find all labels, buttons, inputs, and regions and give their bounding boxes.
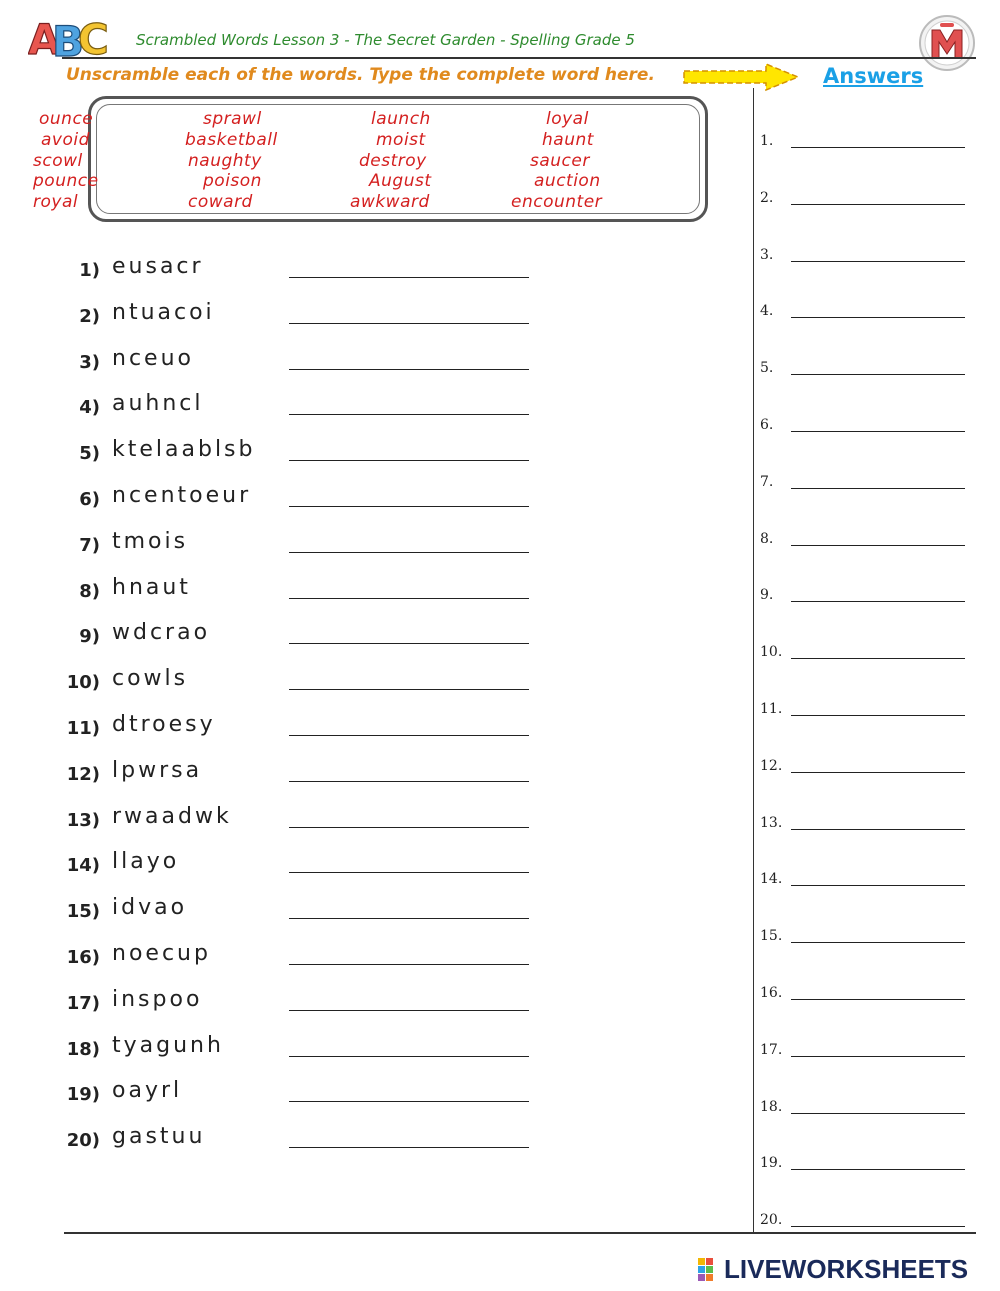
- question-row: [0, 666, 740, 712]
- question-number: 9): [79, 626, 100, 648]
- answer-row: [760, 871, 970, 901]
- header-divider: [62, 57, 976, 59]
- answer-number: 11.: [760, 701, 783, 717]
- answer-field[interactable]: [791, 317, 965, 318]
- worksheet-title: Scrambled Words Lesson 3 - The Secret Garden - Spelling Grade 5: [136, 31, 635, 49]
- scrambled-word: noecup: [112, 941, 211, 966]
- brand-blocks-icon: [698, 1258, 722, 1282]
- scrambled-word: ntuacoi: [112, 299, 215, 325]
- word-bank-item: coward: [188, 192, 253, 213]
- answer-input-line[interactable]: [289, 872, 529, 873]
- answer-row: [760, 1155, 970, 1185]
- answers-link[interactable]: Answers: [823, 64, 924, 88]
- arrow-right-icon: [682, 62, 802, 92]
- scrambled-word: llayo: [112, 849, 180, 875]
- answer-number: 7.: [760, 473, 774, 490]
- scrambled-word: tmois: [112, 528, 189, 554]
- question-number: 11): [66, 718, 100, 739]
- answer-field[interactable]: [791, 715, 965, 716]
- answers-column-divider: [753, 88, 754, 1233]
- answer-input-line[interactable]: [289, 827, 529, 828]
- answer-row: [760, 587, 970, 617]
- answer-number: 12.: [760, 757, 783, 774]
- answer-row: [760, 417, 970, 447]
- question-number: 2): [79, 305, 100, 327]
- answer-input-line[interactable]: [289, 598, 529, 599]
- answer-row: [760, 360, 970, 390]
- answer-number: 13.: [760, 814, 783, 831]
- question-number: 5): [79, 443, 100, 465]
- answer-input-line[interactable]: [289, 369, 529, 370]
- answer-input-line[interactable]: [289, 506, 529, 507]
- word-bank-item: royal: [33, 192, 79, 213]
- answer-number: 8.: [760, 530, 774, 547]
- word-bank-item: awkward: [350, 192, 430, 213]
- question-row: [0, 574, 740, 621]
- scrambled-word: eusacr: [112, 254, 204, 279]
- answer-input-line[interactable]: [289, 1147, 529, 1148]
- scrambled-word: inspoo: [112, 986, 203, 1012]
- answer-field[interactable]: [791, 1056, 965, 1057]
- answer-row: [760, 985, 970, 1015]
- answer-number: 2.: [760, 189, 774, 206]
- instruction-text: Unscramble each of the words. Type the complete word here.: [66, 65, 655, 85]
- word-bank-item: sprawl: [203, 109, 262, 129]
- answer-field[interactable]: [791, 545, 965, 546]
- word-bank-item: destroy: [359, 150, 427, 171]
- answer-input-line[interactable]: [289, 643, 529, 644]
- question-number: 14): [66, 855, 100, 877]
- question-number: 1): [79, 260, 100, 281]
- scrambled-word: lpwrsa: [112, 757, 203, 783]
- word-bank-item: basketball: [185, 129, 278, 150]
- answer-row: [760, 531, 970, 561]
- answer-input-line[interactable]: [289, 1056, 529, 1057]
- answer-number: 14.: [760, 871, 783, 888]
- svg-text:C: C: [78, 15, 109, 60]
- question-number: 6): [79, 489, 100, 510]
- word-bank: [33, 96, 708, 222]
- question-row: [0, 803, 740, 850]
- word-bank-item: loyal: [546, 109, 589, 129]
- question-row: [0, 345, 740, 392]
- scrambled-word: ncentoeur: [112, 483, 252, 508]
- question-row: [0, 895, 740, 941]
- answer-input-line[interactable]: [289, 323, 529, 324]
- question-row: [0, 1032, 740, 1079]
- answer-field[interactable]: [791, 885, 965, 886]
- answer-number: 16.: [760, 985, 783, 1001]
- scrambled-word: tyagunh: [112, 1032, 224, 1058]
- word-bank-item: avoid: [41, 129, 90, 150]
- question-number: 17): [66, 992, 100, 1014]
- answer-field[interactable]: [791, 829, 965, 830]
- abc-logo: [28, 14, 110, 60]
- word-bank-item: saucer: [530, 150, 590, 171]
- answer-row: [760, 190, 970, 220]
- question-row: [0, 1078, 740, 1124]
- answer-field[interactable]: [791, 1113, 965, 1114]
- answer-field[interactable]: [791, 658, 965, 659]
- scrambled-word: rwaadwk: [112, 803, 232, 829]
- scrambled-word: nceuo: [112, 345, 194, 371]
- question-number: 16): [66, 947, 100, 968]
- answer-input-line[interactable]: [289, 964, 529, 965]
- question-row: [0, 1124, 740, 1170]
- answer-number: 17.: [760, 1041, 783, 1058]
- answer-row: [760, 1212, 970, 1242]
- question-row: [0, 391, 740, 437]
- word-bank-item: poison: [203, 171, 262, 192]
- answer-input-line[interactable]: [289, 552, 529, 553]
- scrambled-word: auhncl: [112, 391, 204, 417]
- word-bank-item: August: [369, 171, 432, 192]
- answer-field[interactable]: [791, 488, 965, 489]
- question-number: 10): [66, 672, 100, 694]
- question-number: 13): [66, 809, 100, 831]
- answer-row: [760, 133, 970, 163]
- scrambled-word: cowls: [112, 666, 189, 692]
- answer-number: 18.: [760, 1098, 783, 1115]
- answer-input-line[interactable]: [289, 689, 529, 690]
- word-bank-item: naughty: [188, 150, 262, 171]
- question-number: 20): [66, 1130, 100, 1152]
- word-bank-item: ounce: [39, 109, 94, 129]
- answer-row: [760, 1042, 970, 1072]
- scrambled-word: ktelaablsb: [112, 437, 256, 463]
- answer-input-line[interactable]: [289, 781, 529, 782]
- answer-number: 5.: [760, 360, 774, 377]
- question-number: 3): [79, 351, 100, 373]
- svg-text:A: A: [28, 15, 61, 60]
- answer-number: 1.: [760, 133, 774, 149]
- question-row: [0, 483, 740, 529]
- answer-field[interactable]: [791, 1226, 965, 1227]
- question-row: [0, 941, 740, 987]
- answer-field[interactable]: [791, 374, 965, 375]
- answer-field[interactable]: [791, 1169, 965, 1170]
- question-row: [0, 299, 740, 346]
- answer-row: [760, 815, 970, 845]
- word-bank-item: auction: [534, 171, 601, 192]
- question-number: 7): [79, 534, 100, 556]
- question-row: [0, 757, 740, 804]
- question-row: [0, 437, 740, 483]
- brand-text: LIVEWORKSHEETS: [724, 1254, 969, 1284]
- answer-row: [760, 928, 970, 958]
- question-row: [0, 620, 740, 666]
- question-number: 12): [66, 763, 100, 785]
- answer-field[interactable]: [791, 601, 965, 602]
- answer-field[interactable]: [791, 772, 965, 773]
- answer-row: [760, 474, 970, 504]
- word-bank-item: moist: [376, 129, 426, 150]
- word-bank-item: encounter: [511, 192, 603, 213]
- answer-input-line[interactable]: [289, 460, 529, 461]
- answer-row: [760, 701, 970, 731]
- answer-row: [760, 303, 970, 333]
- question-row: [0, 254, 740, 300]
- question-number: 18): [66, 1038, 100, 1060]
- answer-row: [760, 644, 970, 674]
- answer-row: [760, 1099, 970, 1129]
- word-bank-item: pounce: [33, 171, 99, 192]
- scrambled-word: gastuu: [112, 1124, 206, 1150]
- answer-number: 10.: [760, 644, 783, 661]
- answer-input-line[interactable]: [289, 735, 529, 736]
- word-bank-item: launch: [371, 109, 431, 129]
- answer-number: 19.: [760, 1155, 783, 1172]
- answer-field[interactable]: [791, 431, 965, 432]
- scrambled-word: idvao: [112, 895, 188, 921]
- answer-input-line[interactable]: [289, 1101, 529, 1102]
- answer-number: 3.: [760, 246, 774, 263]
- scrambled-word: dtroesy: [112, 712, 216, 737]
- question-row: [0, 849, 740, 895]
- question-row: [0, 986, 740, 1033]
- question-number: 8): [79, 580, 100, 602]
- answer-field[interactable]: [791, 942, 965, 943]
- question-number: 19): [66, 1084, 100, 1106]
- answer-input-line[interactable]: [289, 414, 529, 415]
- svg-text:B: B: [52, 17, 85, 60]
- answer-field[interactable]: [791, 999, 965, 1000]
- word-bank-item: scowl: [33, 150, 83, 171]
- answer-field[interactable]: [791, 204, 965, 205]
- answer-number: 9.: [760, 587, 774, 604]
- question-row: [0, 528, 740, 575]
- answer-input-line[interactable]: [289, 1010, 529, 1011]
- scrambled-word: oayrl: [112, 1078, 183, 1104]
- answer-input-line[interactable]: [289, 277, 529, 278]
- answer-field[interactable]: [791, 261, 965, 262]
- answer-number: 4.: [760, 303, 774, 320]
- word-bank-item: haunt: [542, 129, 594, 150]
- answer-number: 15.: [760, 928, 783, 945]
- question-row: [0, 712, 740, 758]
- answer-number: 20.: [760, 1212, 783, 1229]
- answer-row: [760, 758, 970, 788]
- question-number: 4): [79, 397, 100, 419]
- question-number: 15): [66, 901, 100, 923]
- answer-field[interactable]: [791, 147, 965, 148]
- scrambled-word: hnaut: [112, 574, 191, 600]
- m-logo-icon: [918, 14, 976, 72]
- answer-row: [760, 247, 970, 277]
- answer-input-line[interactable]: [289, 918, 529, 919]
- scrambled-word: wdcrao: [112, 620, 211, 646]
- answer-number: 6.: [760, 417, 774, 433]
